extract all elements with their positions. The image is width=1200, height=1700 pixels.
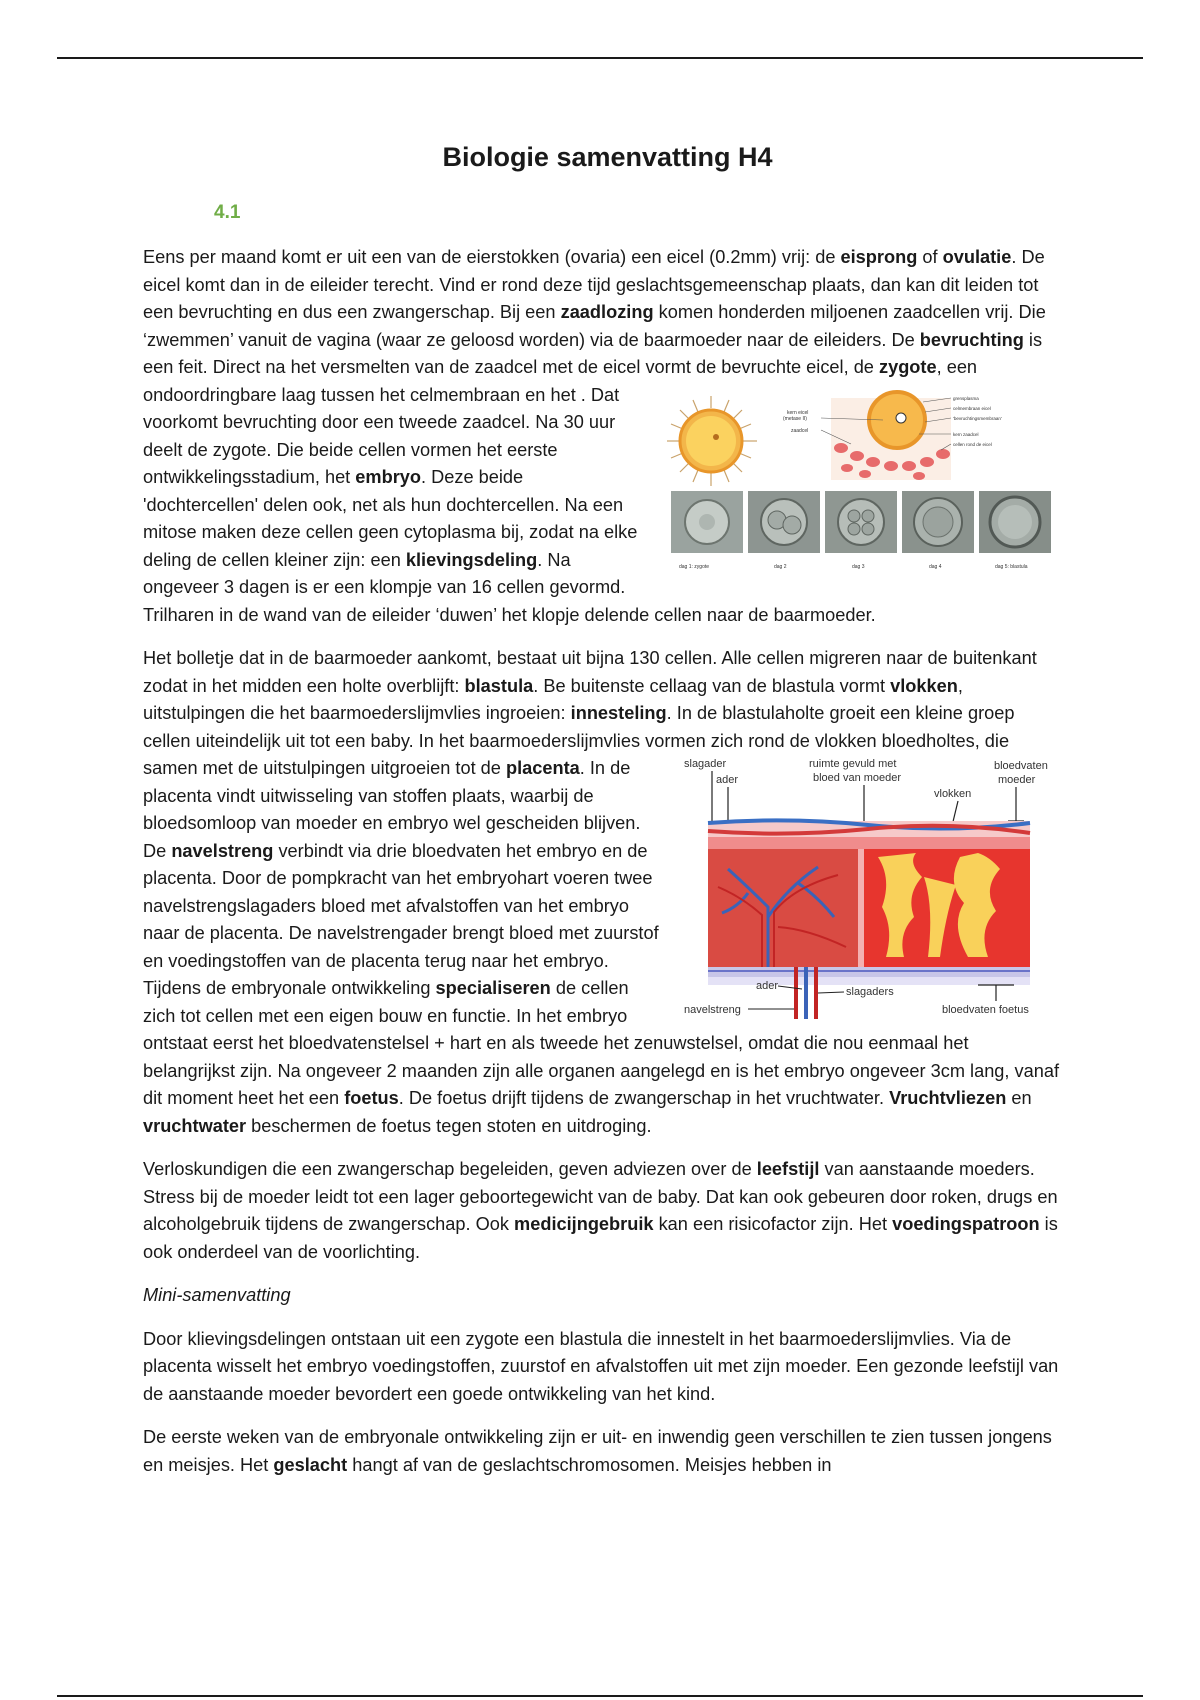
figure-placenta: [678, 757, 1063, 1025]
svg-text:ruimte gevuld met: ruimte gevuld met: [809, 758, 897, 770]
svg-text:dag 1: zygote: dag 1: zygote: [679, 563, 710, 570]
svg-text:ader: ader: [756, 980, 779, 992]
svg-text:slagader: slagader: [684, 758, 727, 770]
svg-text:slagaders: slagaders: [846, 986, 894, 998]
svg-text:grensplasma: grensplasma: [953, 395, 979, 401]
svg-text:dag 5: blastula: dag 5: blastula: [995, 563, 1028, 570]
header-rule: [57, 57, 1143, 59]
paragraph-placenta: Het bolletje dat in de baarmoeder aankomt, bestaat uit bijna 130 cellen. Alle cellen migreren naar de buitenkant zodat in het midden een holte overblijft: blastula. Be buitenste cellaag van de blastula vormt vlokken, uitstulpingen die het baarmoederslijmvlies ingroeien: innesteling. In de blastulaholte groeit een kleine groep cellen uiteindelijk uit tot een baby. In het baarmoederslijmvlies vormen zich rond de vlokken bloedholtes, die samen met de uitstulpingen uitgroeien tot de placenta slagader ader ruimte gevuld met bloed van moeder bloedvaten moeder vlokken ader slagaders navelstreng bloedvaten foetus . In de placenta vindt uitwisseling van stoffen plaats, waarbij de bloedsomloop van moeder en embryo wel gescheiden blijven. De navelstreng verbindt via drie bloedvaten het embryo en de placenta. Door de pompkracht van het embryohart voeren twee navelstrengslagaders bloed met afvalstoffen van het embryo naar de placenta. De navelstrengader brengt bloed met zuurstof en voedingstoffen van de placenta terug naar het embryo. Tijdens de embryonale ontwikkeling specialiseren de cellen zich tot cellen met een eigen bouw en functie. In het embryo ontstaat eerst het bloedvatenstelsel + hart en als tweede het zenuwstelsel, omdat die nou eenmaal het belangrijkst zijn. Na ongeveer 2 maanden zijn alle organen aangelegd en is het embryo ongeveer 3cm lang, vanaf dit moment heet het een foetus. De foetus drijft tijdens de zwangerschap in het vruchtwater. Vruchtvliezen en vruchtwater beschermen de foetus tegen stoten en uitdroging.: [143, 645, 1063, 1140]
document-body: [143, 244, 1063, 1495]
svg-text:'bevruchtingsmembraan': 'bevruchtingsmembraan': [953, 415, 1002, 421]
section-heading: 4.1: [214, 202, 241, 223]
paragraph-fertilization: Eens per maand komt er uit een van de eierstokken (ovaria) een eicel (0.2mm) vrij: de eisprong of ovulatie. De eicel komt dan in de eileider terecht. Vind er rond deze tijd geslachtsgemeenschap plaats, dan kan dit leiden tot een bevruchting en dus een zwangerschap. Bij een zaadlozing komen honderden miljoenen zaadcellen vrij. Die ‘zwemmen’ vanuit de vagina (waar ze geloosd worden) via de baarmoeder naar de eileiders. De bevruchting is een feit. Direct na het versmelten van de zaadcel met de eicel vormt de bevruchte eicel, de zygote, een ondoordringbare laag tussen het celmembraan en het kern eicel (metase II) zaadcel grensplasma celmembraan eicel 'bevruchtingsmembraan' kern zaadcel cellen rond de eicel dag 1: zygote dag 2 dag 3 dag 4 dag 5: blastula . Dat voorkomt bevruchting door een tweede zaadcel. Na 30 uur deelt de zygote. Die beide cellen vormen het eerste ontwikkelingsstadium, het embryo. Deze beide 'dochtercellen' delen ook, net als hun dochtercellen. Na een mitose maken deze cellen geen cytoplasma bij, zodat na elke deling de cellen kleiner zijn: een klievingsdeling. Na ongeveer 3 dagen is er een klompje van 16 cellen gevormd. Trilharen in de wand van de eileider ‘duwen’ het klopje delende cellen naar de baarmoeder.: [143, 244, 1063, 629]
footer-rule: [57, 1695, 1143, 1697]
figure-zygote-cleavage: [661, 390, 1063, 585]
svg-text:celmembraan eicel: celmembraan eicel: [953, 405, 991, 411]
svg-text:(metase II): (metase II): [783, 415, 807, 422]
svg-text:dag 2: dag 2: [774, 563, 787, 570]
svg-text:ader: ader: [716, 774, 739, 786]
svg-text:bloed van moeder: bloed van moeder: [813, 772, 902, 784]
mini-summary-heading: Mini-samenvatting: [143, 1285, 291, 1305]
page-title: Biologie samenvatting H4: [442, 142, 773, 172]
svg-text:vlokken: vlokken: [934, 788, 972, 800]
paragraph-lifestyle: Verloskundigen die een zwangerschap begeleiden, geven adviezen over de leefstijl van aanstaande moeders. Stress bij de moeder leidt tot een lager geboortegewicht van de baby. Dat kan ook gebeuren door roken, drugs en alcoholgebruik tijdens de zwangerschap. Ook medicijngebruik kan een risicofactor zijn. Het voedingspatroon is ook onderdeel van de voorlichting.: [143, 1159, 1058, 1262]
svg-text:navelstreng: navelstreng: [684, 1004, 741, 1016]
svg-text:bloedvaten foetus: bloedvaten foetus: [942, 1004, 1029, 1016]
svg-text:kern zaadcel: kern zaadcel: [953, 431, 979, 437]
paragraph-sex-determination: De eerste weken van de embryonale ontwikkeling zijn er uit- en inwendig geen verschillen te zien tussen jongens en meisjes. Het geslacht hangt af van de geslachtschromosomen. Meisjes hebben in: [143, 1427, 1052, 1475]
paragraph-mini-summary: Door klievingsdelingen ontstaan uit een zygote een blastula die innestelt in het baarmoederslijmvlies. Via de placenta wisselt het embryo voedingstoffen, zuurstof en afvalstoffen uit met zijn moeder. Een gezonde leefstijl van de aanstaande moeder bevordert een goede ontwikkeling van het kind.: [143, 1328, 1059, 1404]
svg-text:zaadcel: zaadcel: [791, 427, 809, 434]
svg-text:moeder: moeder: [998, 774, 1036, 786]
svg-text:dag 4: dag 4: [929, 563, 942, 570]
svg-text:dag 3: dag 3: [852, 563, 865, 570]
svg-text:cellen rond de eicel: cellen rond de eicel: [953, 441, 992, 447]
svg-text:bloedvaten: bloedvaten: [994, 760, 1048, 772]
svg-text:kern eicel: kern eicel: [787, 409, 809, 416]
